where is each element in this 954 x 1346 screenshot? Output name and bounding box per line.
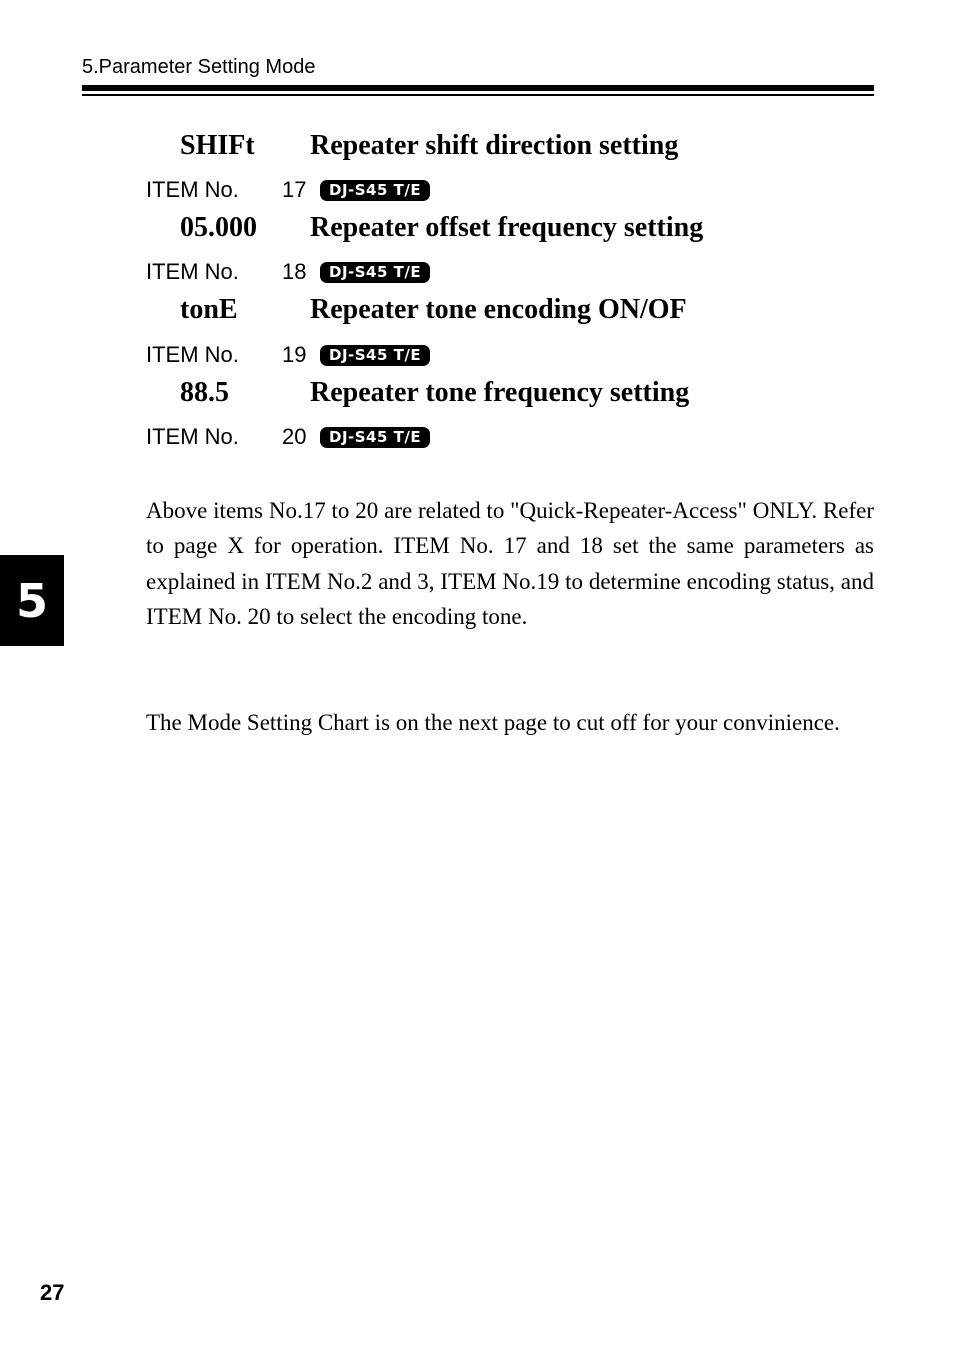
parameter-row — [0, 130, 954, 166]
item-number-row — [146, 342, 430, 368]
parameter-code: tonE — [180, 294, 238, 325]
chapter-tab: 5 — [0, 555, 64, 646]
item-number: 19 — [282, 342, 307, 367]
parameter-description: Repeater tone encoding ON/OF — [310, 294, 687, 325]
header-rule-thick — [82, 85, 874, 91]
item-number-row — [146, 259, 430, 285]
item-label: ITEM No. — [146, 177, 239, 202]
parameter-row — [0, 294, 954, 330]
running-head: 5.Parameter Setting Mode — [82, 56, 316, 78]
model-badge: DJ-S45 T/E — [320, 345, 430, 366]
parameter-description: Repeater offset frequency setting — [310, 212, 704, 243]
item-number-row — [146, 177, 430, 203]
parameter-code: 05.000 — [180, 212, 257, 243]
model-badge: DJ-S45 T/E — [320, 180, 430, 201]
item-label: ITEM No. — [146, 259, 239, 284]
model-badge: DJ-S45 T/E — [320, 262, 430, 283]
page-number: 27 — [40, 1280, 65, 1305]
item-number: 18 — [282, 259, 307, 284]
item-number: 17 — [282, 177, 307, 202]
item-number: 20 — [282, 424, 307, 449]
parameter-description: Repeater shift direction setting — [310, 130, 679, 161]
item-label: ITEM No. — [146, 424, 239, 449]
parameter-row — [0, 212, 954, 248]
body-paragraph: Above items No.17 to 20 are related to "Quick-Repeater-Access" ONLY. Refer to page X for operation. ITEM No. 17 and 18 set the same parameters as explained in ITEM No.2 and 3, ITEM No.19 to determine encoding status, and ITEM No. 20 to select the encoding tone. — [146, 498, 874, 629]
parameter-code: 88.5 — [180, 377, 229, 408]
parameter-code: SHIFt — [180, 130, 255, 161]
model-badge: DJ-S45 T/E — [320, 427, 430, 448]
body-paragraph: The Mode Setting Chart is on the next page to cut off for your convinience. — [146, 710, 840, 735]
header-rule-thin — [82, 94, 874, 96]
item-label: ITEM No. — [146, 342, 239, 367]
parameter-row — [0, 377, 954, 413]
parameter-description: Repeater tone frequency setting — [310, 377, 690, 408]
item-number-row — [146, 424, 430, 450]
